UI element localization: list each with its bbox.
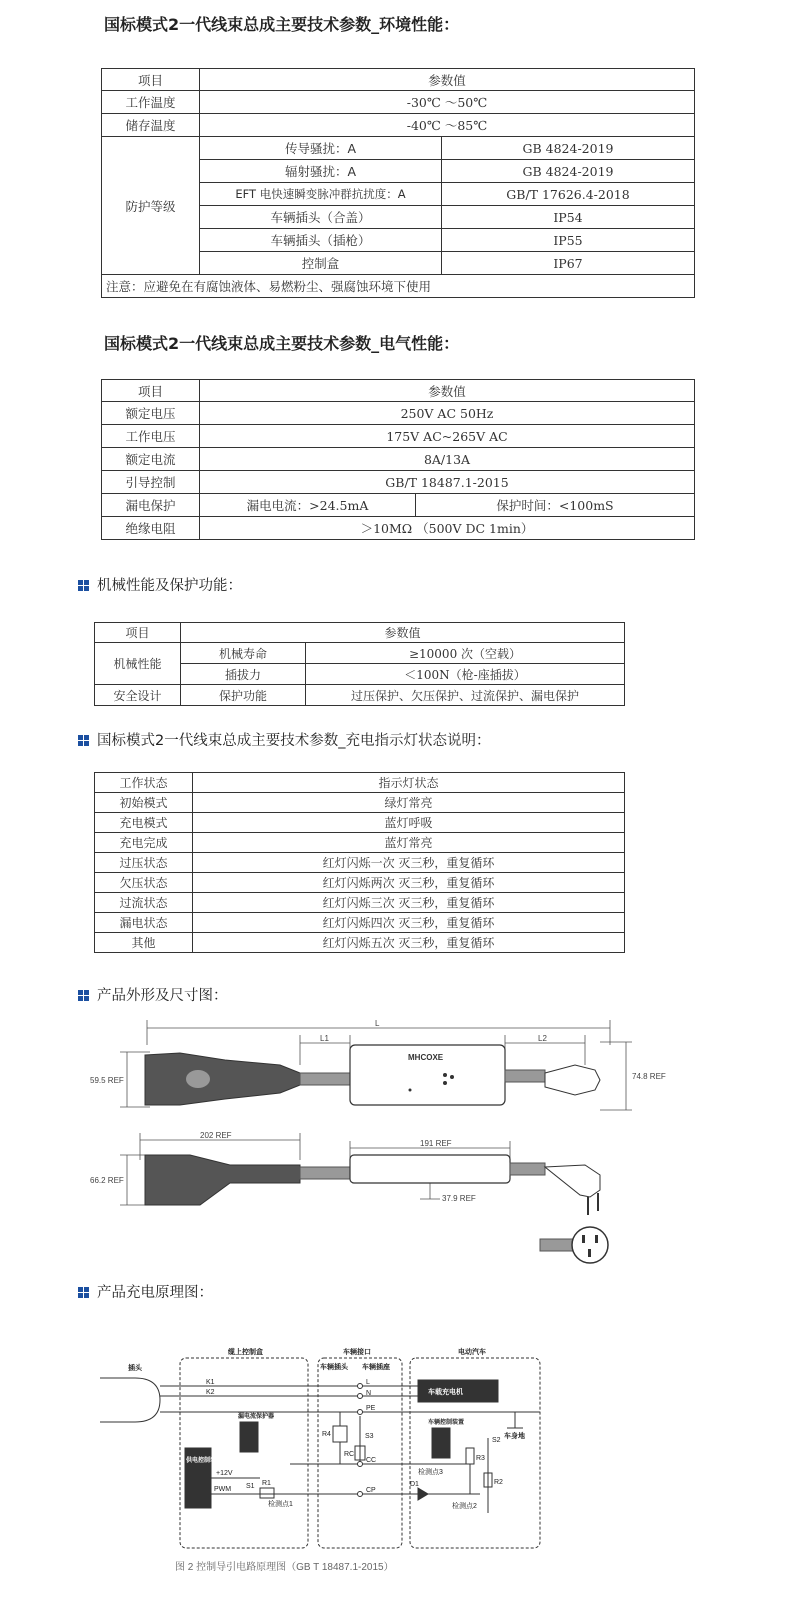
control-box-top — [350, 1045, 545, 1105]
env-protect-item: 传导骚扰：A — [200, 137, 442, 160]
dims-title — [78, 984, 228, 1005]
elec-table — [101, 379, 695, 540]
led-title-text: 国标模式2一代线束总成主要技术参数_充电指示灯状态说明： — [97, 733, 491, 749]
wall-plug-face — [540, 1227, 608, 1263]
elec-row-value: GB/T 18487.1-2015 — [200, 471, 695, 494]
label-cc: CC — [366, 1457, 377, 1464]
label-pe: PE — [366, 1405, 376, 1412]
label-iface: 车辆接口 — [343, 1349, 371, 1356]
label-r1: R1 — [262, 1480, 271, 1487]
elec-leak-label: 漏电保护 — [102, 494, 200, 517]
label-k2: K2 — [206, 1389, 215, 1396]
label-pt2: 检测点2 — [452, 1503, 477, 1510]
env-note: 注意：应避免在有腐蚀液体、易燃粉尘、强腐蚀环境下使用 — [102, 275, 695, 298]
elec-row-label: 额定电流 — [102, 448, 200, 471]
led-row-light: 红灯闪烁三次 灭三秒，重复循环 — [193, 893, 625, 913]
elec-leak-time: 保护时间：<100mS — [416, 494, 695, 517]
label-veh-socket: 车辆插座 — [362, 1364, 390, 1371]
env-protect-label: 防护等级 — [102, 137, 200, 275]
dim-label-l: L — [375, 1019, 380, 1028]
led-row-light: 绿灯常亮 — [193, 793, 625, 813]
env-protect-item: 控制盒 — [200, 252, 442, 275]
env-protect-item: 辐射骚扰：A — [200, 160, 442, 183]
dims-title-text: 产品外形及尺寸图： — [97, 988, 228, 1004]
section-bullet-icon — [78, 1287, 89, 1298]
label-box: 缆上控制盒 — [228, 1349, 263, 1356]
led-row-state: 欠压状态 — [95, 873, 193, 893]
dim-label-l1: L1 — [320, 1034, 329, 1043]
elec-row-label: 引导控制 — [102, 471, 200, 494]
elec-insul-value: ＞10MΩ （500V DC 1min） — [200, 517, 695, 540]
led-row-state: 初始模式 — [95, 793, 193, 813]
mech-row-label: 插拔力 — [181, 664, 306, 685]
wall-plug-side — [545, 1165, 600, 1215]
brand-logo: MHCOXE — [408, 1053, 444, 1062]
section-bullet-icon — [78, 735, 89, 746]
gun-top-view — [145, 1053, 350, 1105]
env-protect-item: 车辆插头（合盖） — [200, 206, 442, 229]
env-table — [101, 68, 695, 298]
led-row-state: 其他 — [95, 933, 193, 953]
mech-group-label: 机械性能 — [95, 643, 181, 685]
led-header-state: 工作状态 — [95, 773, 193, 793]
label-k1: K1 — [206, 1379, 215, 1386]
label-ev: 电动汽车 — [458, 1349, 486, 1356]
env-protect-value: GB 4824-2019 — [442, 137, 695, 160]
label-r4: R4 — [322, 1431, 331, 1438]
mech-row-value: ＜100N（枪-座插拔） — [306, 664, 625, 685]
control-box-side — [350, 1155, 545, 1183]
elec-header-item: 项目 — [102, 380, 200, 402]
label-d1: D1 — [410, 1481, 419, 1488]
label-s1: S1 — [246, 1483, 255, 1490]
env-row-label: 储存温度 — [102, 114, 200, 137]
label-r2: R2 — [494, 1479, 503, 1486]
led-row-light: 红灯闪烁两次 灭三秒，重复循环 — [193, 873, 625, 893]
led-title — [78, 729, 490, 750]
label-rcd: 漏电流保护器 — [238, 1414, 275, 1420]
label-s3: S3 — [365, 1433, 374, 1440]
led-row-light: 红灯闪烁五次 灭三秒，重复循环 — [193, 933, 625, 953]
label-l: L — [366, 1379, 370, 1386]
label-12v: +12V — [216, 1470, 233, 1477]
led-row-state: 充电模式 — [95, 813, 193, 833]
mech-table — [94, 622, 625, 706]
dim-label-595: 59.5 REF — [90, 1076, 124, 1085]
dim-label-379: 37.9 REF — [442, 1194, 476, 1203]
label-r3: R3 — [476, 1455, 485, 1462]
env-row-value: -30℃ ～50℃ — [200, 91, 695, 114]
led-header-light: 指示灯状态 — [193, 773, 625, 793]
mech-header-value: 参数值 — [181, 623, 625, 643]
label-plug-head: 插头 — [128, 1365, 142, 1372]
elec-row-label: 工作电压 — [102, 425, 200, 448]
elec-row-value: 175V AC~265V AC — [200, 425, 695, 448]
circuit-title — [78, 1281, 213, 1302]
circuit-diagram — [0, 1338, 800, 1588]
wall-plug-top — [545, 1065, 600, 1095]
mech-row-value: ≥10000 次（空载） — [306, 643, 625, 664]
env-row-value: -40℃ ～85℃ — [200, 114, 695, 137]
label-supply: 供电控制装置 — [186, 1458, 223, 1464]
led-table — [94, 772, 625, 953]
dim-label-l2: L2 — [538, 1034, 547, 1043]
led-row-state: 漏电状态 — [95, 913, 193, 933]
env-protect-item: 车辆插头（插枪） — [200, 229, 442, 252]
env-protect-value: GB 4824-2019 — [442, 160, 695, 183]
elec-insul-label: 绝缘电阻 — [102, 517, 200, 540]
led-row-state: 充电完成 — [95, 833, 193, 853]
env-protect-value: IP54 — [442, 206, 695, 229]
led-row-light: 蓝灯呼吸 — [193, 813, 625, 833]
elec-row-value: 8A/13A — [200, 448, 695, 471]
elec-title: 国标模式2一代线束总成主要技术参数_电气性能： — [104, 334, 460, 353]
mech-safety-value: 过压保护、欠压保护、过流保护、漏电保护 — [306, 685, 625, 706]
env-protect-item: EFT 电快速瞬变脉冲群抗扰度：A — [200, 183, 442, 206]
led-row-state: 过压状态 — [95, 853, 193, 873]
env-header-item: 项目 — [102, 69, 200, 91]
env-protect-value: GB/T 17626.4-2018 — [442, 183, 695, 206]
dim-label-662: 66.2 REF — [90, 1176, 124, 1185]
label-ground: 车身地 — [504, 1433, 525, 1440]
circuit-caption: 图 2 控制导引电路原理图（GB T 18487.1-2015） — [175, 1562, 394, 1573]
led-row-light: 红灯闪烁一次 灭三秒，重复循环 — [193, 853, 625, 873]
label-pwm: PWM — [214, 1486, 232, 1493]
label-vctrl: 车辆控制装置 — [428, 1420, 465, 1426]
led-row-state: 过流状态 — [95, 893, 193, 913]
label-rc: RC — [344, 1451, 355, 1458]
label-veh-plug: 车辆插头 — [320, 1364, 348, 1371]
gun-side-view — [145, 1155, 350, 1205]
label-pt3: 检测点3 — [418, 1469, 443, 1476]
mech-safety-label: 安全设计 — [95, 685, 181, 706]
dimension-drawing — [0, 1015, 800, 1280]
mech-row-label: 机械寿命 — [181, 643, 306, 664]
elec-row-label: 额定电压 — [102, 402, 200, 425]
label-n: N — [366, 1390, 372, 1397]
env-protect-value: IP67 — [442, 252, 695, 275]
section-bullet-icon — [78, 990, 89, 1001]
dim-label-191: 191 REF — [420, 1139, 452, 1148]
mech-title — [78, 574, 242, 595]
mech-title-text: 机械性能及保护功能： — [97, 578, 242, 594]
mech-safety-item: 保护功能 — [181, 685, 306, 706]
env-protect-value: IP55 — [442, 229, 695, 252]
elec-leak-current: 漏电电流：>24.5mA — [200, 494, 416, 517]
circuit-title-text: 产品充电原理图： — [97, 1285, 213, 1301]
elec-row-value: 250V AC 50Hz — [200, 402, 695, 425]
label-s2: S2 — [492, 1437, 501, 1444]
elec-header-value: 参数值 — [200, 380, 695, 402]
label-charger: 车载充电机 — [428, 1389, 463, 1396]
led-row-light: 红灯闪烁四次 灭三秒，重复循环 — [193, 913, 625, 933]
mech-header-item: 项目 — [95, 623, 181, 643]
section-bullet-icon — [78, 580, 89, 591]
label-pt1: 检测点1 — [268, 1501, 293, 1508]
env-row-label: 工作温度 — [102, 91, 200, 114]
env-header-value: 参数值 — [200, 69, 695, 91]
dim-label-202: 202 REF — [200, 1131, 232, 1140]
label-cp: CP — [366, 1487, 376, 1494]
env-title: 国标模式2一代线束总成主要技术参数_环境性能： — [104, 15, 460, 34]
led-row-light: 蓝灯常亮 — [193, 833, 625, 853]
dim-label-748: 74.8 REF — [632, 1072, 666, 1081]
